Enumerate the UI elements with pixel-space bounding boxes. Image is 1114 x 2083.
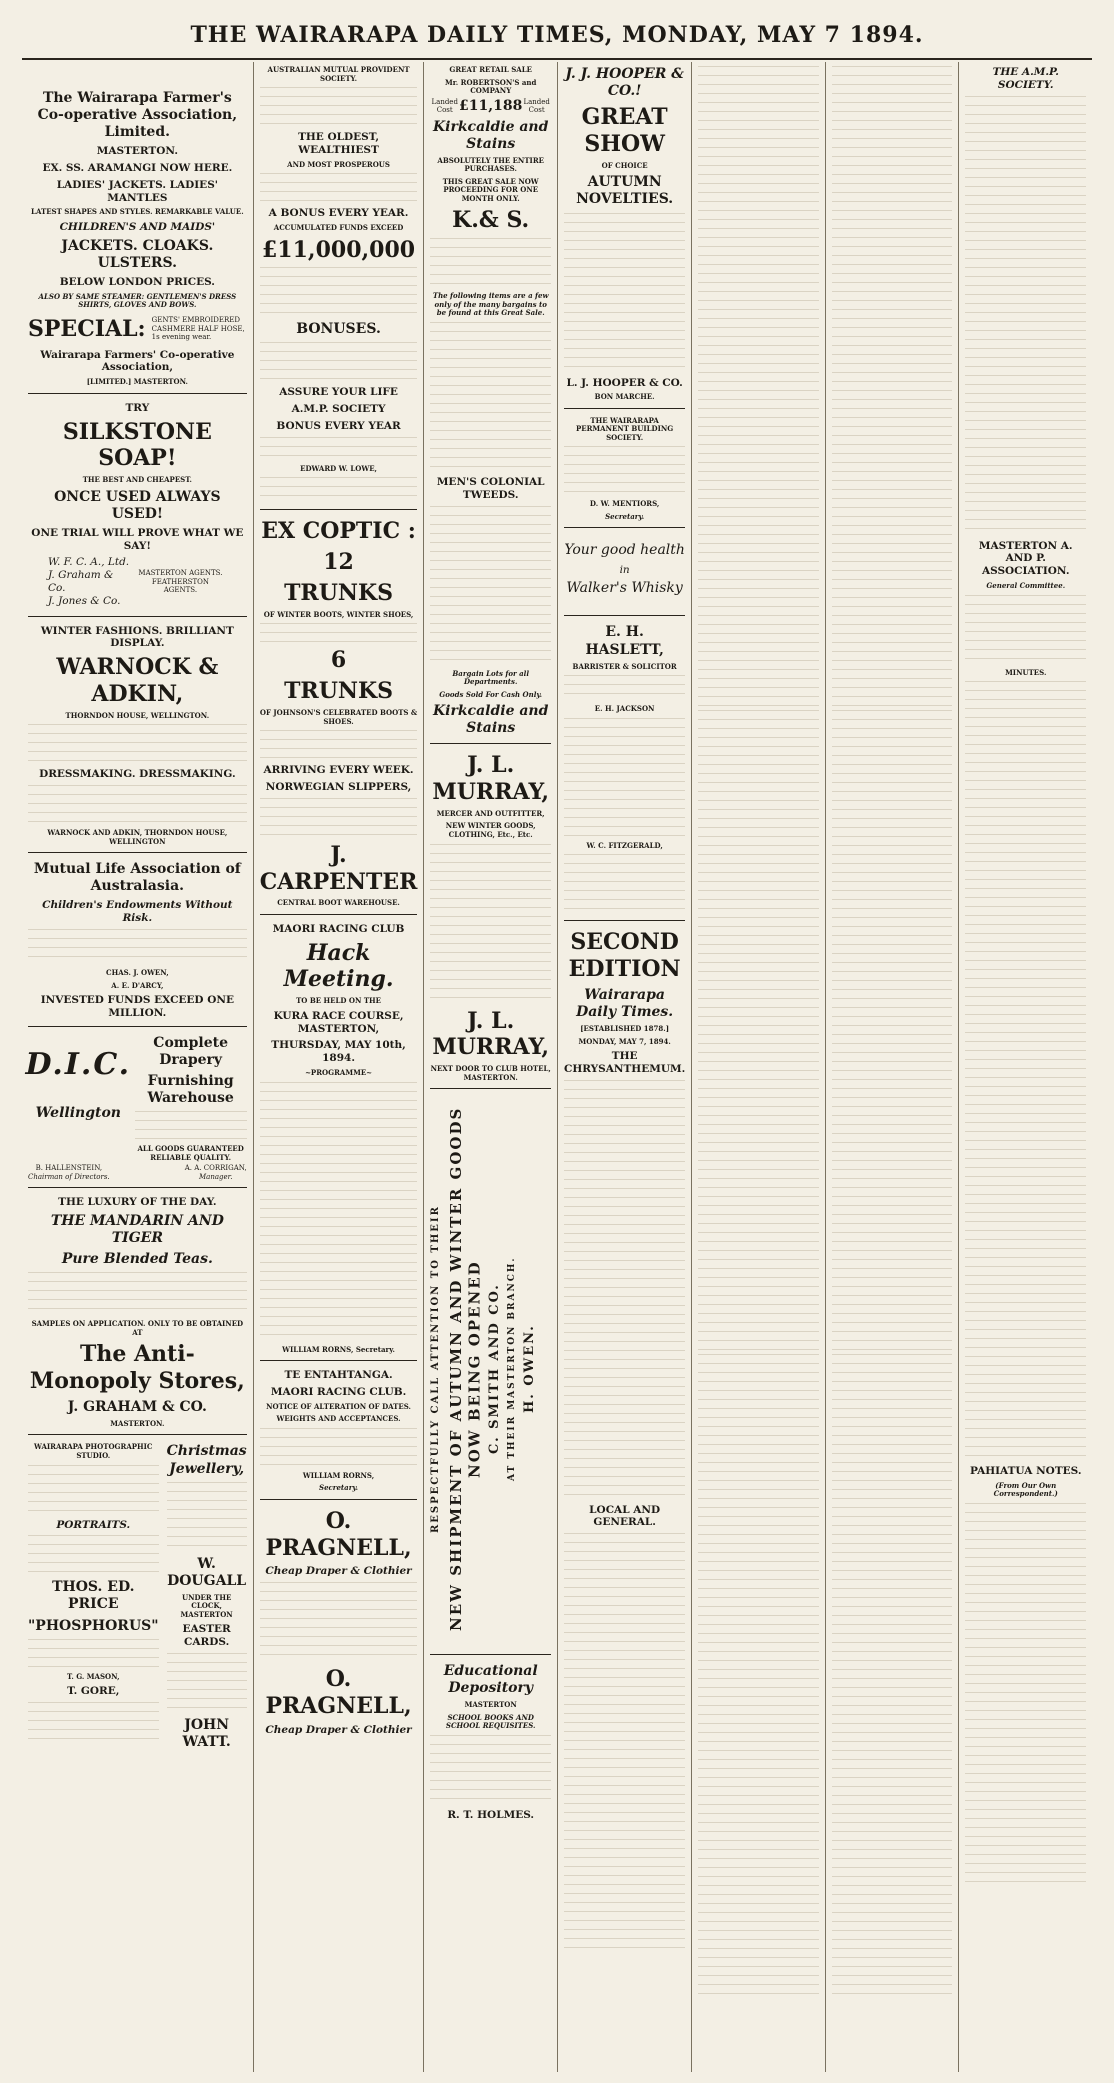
agent-2: J. Graham & Co. — [48, 569, 114, 595]
established: [ESTABLISHED 1878.] — [580, 1024, 670, 1033]
silkstone-title: SILKSTONE SOAP! — [62, 418, 212, 472]
minutes-body — [965, 681, 1086, 1461]
ks-body — [430, 238, 551, 288]
pragnell-2-sub: Cheap Draper & Clothier — [265, 1723, 412, 1736]
landed-cost: Landed Cost — [431, 97, 458, 115]
warnock-body-2 — [28, 785, 247, 825]
smith-banner: NEW SHIPMENT OF AUTUMN AND WINTER GOODS NOW BEING OPENED — [446, 1107, 483, 1632]
mens-tweeds: MEN'S COLONIAL TWEEDS. — [436, 475, 545, 501]
corrigan-block — [185, 1164, 247, 1181]
latest-styles: LATEST SHAPES AND STYLES. REMARKABLE VALUE. — [31, 207, 244, 217]
ladies-jackets: LADIES' JACKETS. LADIES' MANTLES — [56, 178, 218, 204]
edu-body — [430, 1735, 551, 1805]
chrysanthemum: THE CHRYSANTHEMUM. — [563, 1050, 686, 1075]
easter-body — [167, 1653, 247, 1713]
jackson: E. H. JACKSON — [594, 704, 655, 714]
once-used: ONCE USED ALWAYS USED! — [54, 488, 221, 522]
best-cheapest: THE BEST AND CHEAPEST. — [82, 475, 192, 485]
second-edition-title: SECOND EDITION — [568, 929, 681, 983]
samples: SAMPLES ON APPLICATION. ONLY TO BE OBTAINED AT — [31, 1319, 244, 1337]
cash-only: Goods Sold For Cash Only. — [439, 689, 543, 699]
autumn-novelties: AUTUMN NOVELTIES. — [576, 174, 674, 208]
soap-agents — [28, 554, 247, 609]
column-6 — [825, 62, 959, 2072]
pragnell-body — [260, 1582, 418, 1662]
bldg-body — [564, 446, 685, 496]
hallenstein: B. HALLENSTEIN, — [35, 1164, 103, 1173]
thos-price: THOS. ED. PRICE — [52, 1579, 135, 1613]
daily-times-logo: Wairarapa Daily Times. — [576, 986, 674, 1020]
minutes: MINUTES. — [1005, 667, 1047, 677]
accumulated-funds: ACCUMULATED FUNDS EXCEED — [273, 222, 404, 232]
dic-logo: D.I.C. — [25, 1047, 132, 1083]
smith-name: C. SMITH AND CO. — [487, 1283, 503, 1455]
tea-ad — [28, 1187, 247, 1428]
dic-body — [135, 1111, 247, 1141]
hooper-2: L. J. HOOPER & CO. — [566, 376, 683, 389]
local-general-body — [564, 1533, 685, 1953]
landed-row — [430, 98, 551, 115]
carpenter-sub: CENTRAL BOOT WAREHOUSE. — [277, 898, 400, 908]
secretary-2: Secretary. — [319, 1483, 359, 1493]
maori-racing-2: MAORI RACING CLUB. — [270, 1385, 407, 1398]
warnock-footer: WARNOCK AND ADKIN, THORNDON HOUSE, WELLINGTON — [47, 828, 228, 846]
educational-ad — [430, 1654, 551, 1822]
ship-notice: EX. SS. ARAMANGI NOW HERE. — [42, 162, 233, 175]
smith-owen: H. OWEN. — [522, 1324, 538, 1414]
rorns-2: WILLIAM RORNS, — [302, 1470, 375, 1480]
great-retail: GREAT RETAIL SALE — [449, 65, 532, 74]
provident-body — [260, 87, 418, 127]
hooper: J. J. HOOPER & CO.! — [565, 66, 684, 100]
trunks: TRUNKS — [284, 580, 394, 606]
newspaper-columns — [22, 62, 1092, 2072]
news-body-6 — [832, 1354, 953, 1994]
dougall: W. DOUGALL — [167, 1555, 247, 1589]
hallenstein-block — [28, 1164, 110, 1181]
dic-signatures — [28, 1164, 247, 1181]
cloaks-ulsters: JACKETS. CLOAKS. ULSTERS. — [61, 237, 214, 271]
second-edition — [564, 920, 685, 1953]
whisky-ad — [564, 527, 685, 609]
amp-society-heading: THE A.M.P. SOCIETY. — [992, 66, 1059, 91]
new-winter-goods: NEW WINTER GOODS, CLOTHING, Etc., Etc. — [445, 821, 536, 839]
gore: T. GORE, — [67, 1685, 120, 1698]
agent-names — [48, 556, 134, 607]
lowe-body — [260, 477, 418, 503]
fitzgerald: W. C. FITZGERALD, — [586, 840, 663, 850]
tea-body — [28, 1272, 247, 1316]
items-list — [430, 322, 551, 472]
maori-racing: MAORI RACING CLUB — [272, 922, 405, 935]
warnock-address: THORNDON HOUSE, WELLINGTON. — [65, 710, 210, 720]
featherston-agents: FEATHERSTON AGENTS. — [151, 577, 209, 595]
pahiatua-sub: (From Our Own Correspondent.) — [993, 1480, 1058, 1499]
dressmaking: DRESSMAKING. DRESSMAKING. — [39, 768, 236, 781]
edward-lowe: EDWARD W. LOWE, — [300, 463, 377, 473]
agent-3: J. Jones & Co. — [48, 594, 121, 607]
coptic-ad — [260, 509, 418, 908]
smith-branch: AT THEIR MASTERTON BRANCH. — [507, 1256, 518, 1482]
column-4 — [557, 62, 691, 2072]
one-trial: ONE TRIAL WILL PROVE WHAT WE SAY! — [31, 526, 244, 552]
barrister: BARRISTER & SOLICITOR — [572, 661, 677, 671]
following-items: The following items are a few only of the many bargains to be found at this Great Sale. — [432, 291, 549, 318]
owen: CHAS. J. OWEN, — [106, 968, 169, 978]
photo-studio: WAIRARAPA PHOTOGRAPHIC STUDIO. — [34, 1442, 153, 1461]
special-label: SPECIAL: — [28, 315, 146, 342]
celebrated-body — [260, 730, 418, 760]
smith-ad — [430, 1088, 551, 1648]
holmes: R. T. HOLMES. — [447, 1808, 535, 1821]
haslett-ad — [564, 615, 685, 914]
funds-table — [260, 267, 418, 317]
masthead-rule — [22, 58, 1092, 60]
date-line: MONDAY, MAY 7, 1894. — [578, 1036, 671, 1046]
bon-marche: BON MARCHE. — [594, 392, 655, 402]
oldest-wealthiest: THE OLDEST, WEALTHIEST — [298, 131, 380, 156]
invested-funds: INVESTED FUNDS EXCEED ONE MILLION. — [40, 994, 234, 1019]
script-three: Walker's Whisky — [566, 580, 683, 597]
news-body-1 — [698, 66, 819, 706]
norwegian: NORWEGIAN SLIPPERS, — [265, 780, 412, 793]
provident-title: AUSTRALIAN MUTUAL PROVIDENT SOCIETY. — [267, 65, 410, 83]
furnishing-warehouse: Furnishing Warehouse — [147, 1072, 234, 1106]
landed-amount: £11,188 — [459, 97, 523, 114]
chairman: Chairman of Directors. — [28, 1172, 110, 1181]
arriving: ARRIVING EVERY WEEK. — [263, 764, 414, 777]
te-entahtanga: TE ENTAHTANGA. — [284, 1369, 393, 1382]
winter-boots-body — [260, 623, 418, 643]
trunks-2: TRUNKS — [284, 678, 394, 705]
six: 6 — [330, 647, 347, 674]
script-two: in — [619, 563, 630, 576]
news-body-5 — [832, 710, 953, 1350]
easter-cards: EASTER CARDS. — [182, 1623, 231, 1649]
gore-body — [28, 1702, 159, 1742]
murray-sub: MERCER AND OUTFITTER, — [436, 808, 545, 818]
news-body-2 — [698, 710, 819, 1350]
christmas-jewellery: Christmas Jewellery, — [166, 1443, 247, 1477]
column-7 — [958, 62, 1092, 2072]
murray-2: J. L. MURRAY, — [432, 1007, 549, 1061]
complete-drapery: Complete Drapery — [153, 1034, 228, 1068]
script-one: Your good health — [564, 542, 685, 559]
coop-footer-2: [LIMITED.] MASTERTON. — [86, 377, 188, 387]
warnock-body — [28, 724, 247, 764]
ex-coptic: EX COPTIC : — [261, 518, 416, 545]
photo-body — [28, 1465, 159, 1515]
childrens-maids: CHILDREN'S AND MAIDS' — [59, 220, 216, 233]
portraits: PORTRAITS. — [56, 1518, 131, 1531]
farmers-coop-town: MASTERTON. — [96, 145, 178, 158]
corrigan: A. A. CORRIGAN, — [184, 1164, 247, 1173]
ks-logo: K.& S. — [452, 207, 530, 234]
masterton-amp: MASTERTON A. AND P. ASSOCIATION. — [978, 539, 1073, 578]
committee-body — [965, 595, 1086, 665]
agent-towns — [134, 569, 227, 595]
bonus-every: BONUS EVERY YEAR — [276, 420, 401, 433]
haslett-body — [564, 675, 685, 701]
special-row — [28, 316, 247, 343]
phosphorus: "PHOSPHORUS" — [28, 1617, 159, 1634]
fitzgerald-body — [564, 854, 685, 914]
try-label: TRY — [125, 401, 150, 414]
hooper-body — [564, 213, 685, 373]
special-text: GENTS' EMBROIDERED CASHMERE HALF HOSE, 1s evening wear. — [151, 316, 245, 342]
masterton-agents: MASTERTON AGENTS. — [138, 569, 223, 578]
bonus-every-year: A BONUS EVERY YEAR. — [268, 207, 409, 220]
bonuses-body — [260, 342, 418, 382]
mandarin-tiger: THE MANDARIN AND TIGER — [50, 1212, 224, 1246]
pragnell: O. PRAGNELL, — [265, 1507, 412, 1561]
jackson-body — [564, 718, 685, 838]
most-prosperous: AND MOST PROSPEROUS — [287, 159, 390, 169]
amp-society-body — [965, 96, 1086, 536]
endowments: Children's Endowments Without Risk. — [42, 899, 233, 925]
mason: T. G. MASON, — [67, 1671, 120, 1681]
pahiatua-notes: PAHIATUA NOTES. — [969, 1465, 1082, 1478]
graham-town: MASTERTON. — [110, 1418, 165, 1428]
pahiatua-body — [965, 1503, 1086, 1883]
column-3 — [423, 62, 557, 2072]
kirkcaldie-2: Kirkcaldie and Stains — [432, 703, 549, 737]
racing-ad — [260, 914, 418, 1354]
kirkcaldie: Kirkcaldie and Stains — [432, 118, 549, 152]
tweeds-list — [430, 506, 551, 666]
farmers-coop-title: The Wairarapa Farmer's Co-operative Association, Limited. — [37, 90, 238, 141]
programme: ~PROGRAMME~ — [305, 1068, 373, 1078]
landed-cost-2: Landed Cost — [523, 97, 550, 115]
bargain-lots: Bargain Lots for all Departments. — [452, 668, 529, 687]
jewellery-body — [167, 1482, 247, 1552]
bonuses-heading: BONUSES. — [296, 321, 381, 338]
dic-logo-area — [25, 1031, 132, 1164]
graham-co: J. GRAHAM & CO. — [67, 1398, 207, 1415]
column-2 — [253, 62, 424, 2072]
newspaper-title: THE WAIRARAPA DAILY TIMES, MONDAY, MAY 7 1894. — [190, 22, 924, 48]
amp-society: A.M.P. SOCIETY — [291, 403, 386, 416]
this-great-sale: THIS GREAT SALE NOW PROCEEDING FOR ONE MONTH ONLY. — [442, 176, 539, 203]
warnock-ad — [28, 616, 247, 847]
rorns: WILLIAM RORNS, Secretary. — [282, 1344, 395, 1354]
general-committee: General Committee. — [986, 580, 1066, 590]
silkstone-ad — [28, 393, 247, 610]
bldg-title: THE WAIRARAPA PERMANENT BUILDING SOCIETY. — [575, 415, 674, 442]
luxury-of-day: THE LUXURY OF THE DAY. — [58, 1196, 217, 1209]
agent-1: W. F. C. A., Ltd. — [48, 556, 130, 569]
dic-ad — [25, 1026, 247, 1164]
pure-blended: Pure Blended Teas. — [61, 1251, 213, 1268]
notice-body — [260, 1428, 418, 1468]
news-body-3 — [698, 1354, 819, 1994]
race-date: THURSDAY, MAY 10th, 1894. — [271, 1039, 406, 1065]
all-goods: ALL GOODS GUARANTEED RELIABLE QUALITY. — [137, 1144, 244, 1162]
pragnell-2: O. PRAGNELL, — [265, 1666, 412, 1720]
smith-respect: RESPECTFULLY CALL ATTENTION TO THEIR — [430, 1205, 442, 1534]
lower-ads — [28, 1434, 247, 1753]
phosphorus-body — [28, 1639, 159, 1669]
coop-footer: Wairarapa Farmers' Co-operative Association, — [40, 348, 235, 374]
dougall-sub: UNDER THE CLOCK, MASTERTON — [180, 1592, 233, 1619]
mentiors: D. W. MENTIORS, — [589, 499, 660, 509]
chrysanthemum-body — [564, 1080, 685, 1500]
carpenter: J. CARPENTER — [259, 841, 418, 895]
lower-right-ads — [167, 1439, 247, 1753]
eleven-million: £11,000,000 — [262, 236, 416, 263]
notice-alteration: NOTICE OF ALTERATION OF DATES. — [266, 1401, 411, 1411]
celebrated: OF JOHNSON'S CELEBRATED BOOTS & SHOES. — [259, 708, 418, 726]
oldest-body — [260, 173, 418, 203]
column-1 — [22, 62, 253, 2072]
pragnell-ad — [260, 1499, 418, 1737]
dic-wellington: Wellington — [35, 1104, 121, 1121]
portraits-body — [28, 1535, 159, 1575]
of-choice: OF CHOICE — [601, 160, 648, 170]
notice-ad — [260, 1360, 418, 1493]
news-body-4 — [832, 66, 953, 706]
mutual-life-ad — [28, 852, 247, 1019]
school-books: SCHOOL BOOKS AND SCHOOL REQUISITES. — [445, 1712, 536, 1731]
murray-body — [430, 844, 551, 1004]
to-be-held: TO BE HELD ON THE — [296, 996, 381, 1006]
anti-monopoly: The Anti-Monopoly Stores, — [29, 1341, 245, 1395]
column-5 — [691, 62, 825, 2072]
bonus-every-body — [260, 437, 418, 461]
manager: Manager. — [198, 1172, 233, 1181]
winter-fashions: WINTER FASHIONS. BRILLIANT DISPLAY. — [40, 624, 234, 650]
lower-left-ads — [28, 1439, 159, 1753]
educational-depository: Educational Depository — [443, 1663, 538, 1697]
weights: WEIGHTS AND ACCEPTANCES. — [276, 1414, 401, 1424]
mutual-body — [28, 929, 247, 965]
dic-text — [135, 1031, 247, 1164]
mutual-title: Mutual Life Association of Australasia. — [33, 861, 241, 895]
programme-body — [260, 1082, 418, 1342]
same-steamer: ALSO BY SAME STEAMER: GENTLEMEN'S DRESS SHIRTS, GLOVES AND BOWS. — [38, 291, 237, 310]
warnock-title: WARNOCK & ADKIN, — [56, 654, 219, 708]
edu-town: MASTERTON — [464, 1700, 517, 1710]
norwegian-body — [260, 798, 418, 838]
twelve: 12 — [323, 549, 354, 576]
below-london-prices: BELOW LONDON PRICES. — [59, 275, 215, 288]
great-show: GREAT SHOW — [581, 104, 668, 157]
local-general: LOCAL AND GENERAL. — [589, 1503, 661, 1529]
bldg-secretary: Secretary. — [605, 511, 645, 521]
kuratahi: KURA RACE COURSE, MASTERTON, — [273, 1009, 404, 1035]
building-society — [564, 408, 685, 522]
mcgregor: Mr. ROBERTSON'S and COMPANY — [444, 77, 537, 96]
pragnell-sub: Cheap Draper & Clothier — [265, 1565, 412, 1578]
absolutely: ABSOLUTELY THE ENTIRE PURCHASES. — [437, 155, 544, 174]
haslett: E. H. HASLETT, — [585, 624, 664, 658]
murray-ad — [430, 743, 551, 1082]
assure-life: ASSURE YOUR LIFE — [279, 386, 398, 399]
hack-meeting: Hack Meeting. — [283, 939, 394, 993]
darcy: A. E. D'ARCY, — [111, 980, 164, 990]
john-watt: JOHN WATT. — [182, 1716, 231, 1751]
winter-boots: OF WINTER BOOTS, WINTER SHOES, — [263, 609, 414, 619]
murray: J. L. MURRAY, — [432, 752, 549, 806]
murray-2-sub: NEXT DOOR TO CLUB HOTEL, MASTERTON. — [430, 1064, 551, 1082]
